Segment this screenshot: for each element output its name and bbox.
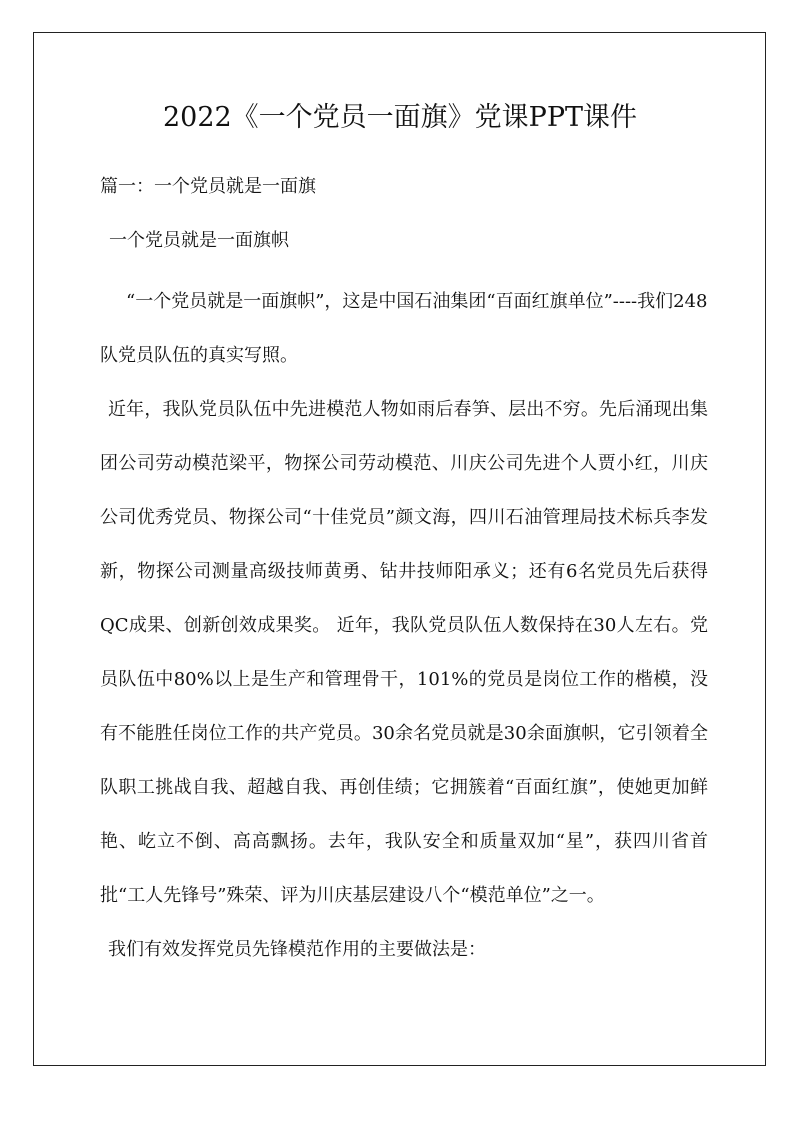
document-body [100, 167, 708, 977]
paragraph-main: 近年，我队党员队伍中先进模范人物如雨后春笋、层出不穷。先后涌现出集团公司劳动模范梁平，物探公司劳动模范、川庆公司先进个人贾小红，川庆公司优秀党员、物探公司“十佳党员”颜文海，四川石油管理局技术标兵李发新，物探公司测量高级技师黄勇、钻井技师阳承义；还有6名党员先后获得QC成果、创新创效成果奖。 近年，我队党员队伍人数保持在30人左右。党员队伍中80%以上是生产和管理骨干，101%的党员是岗位工作的楷模，没有不能胜任岗位工作的共产党员。30余名党员就是30余面旗帜，它引领着全队职工挑战自我、超越自我、再创佳绩；它拥簇着“百面红旗”，使她更加鲜艳、屹立不倒、高高飘扬。去年，我队安全和质量双加“星”，获四川省首批“工人先锋号”殊荣、评为川庆基层建设八个“模范单位”之一。 [100, 399, 708, 906]
paragraph-closing: 我们有效发挥党员先锋模范作用的主要做法是： [108, 939, 486, 960]
paragraph-intro: “一个党员就是一面旗帜”，这是中国石油集团“百面红旗单位”----我们248队党员队伍的真实写照。 [100, 291, 708, 366]
document-title: 2022《一个党员一面旗》党课PPT课件 [162, 102, 638, 133]
section-heading: 篇一：一个党员就是一面旗 [100, 176, 316, 197]
subheading: 一个党员就是一面旗帜 [109, 230, 289, 251]
